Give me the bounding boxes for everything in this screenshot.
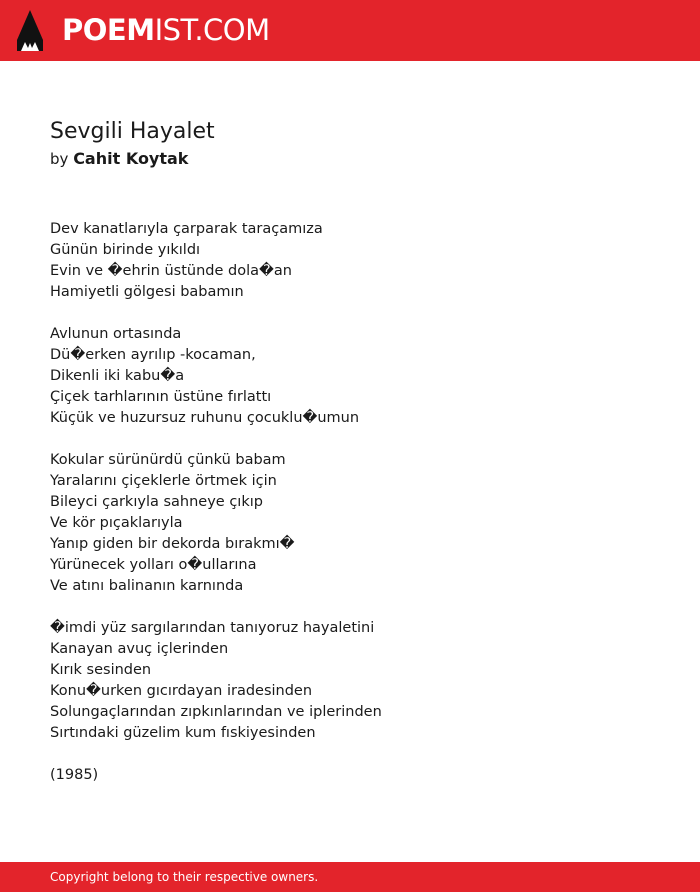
poem-line: Sırtındaki güzelim kum fıskiyesinden <box>50 725 316 741</box>
logo-light-text: IST.COM <box>154 13 270 47</box>
stanza <box>50 219 650 303</box>
poem-line: �imdi yüz sargılarından tanıyoruz hayaletini <box>50 620 375 636</box>
poem-line: Kırık sesinden <box>50 662 152 678</box>
stanza <box>50 618 650 744</box>
poem-line: Dev kanatlarıyla çarparak taraçamıza <box>50 221 323 237</box>
pencil-tip-icon <box>17 10 43 51</box>
poem-line: Solungaçlarından zıpkınlarından ve iplerinden <box>50 704 382 720</box>
poem-line: Dü�erken ayrılıp -kocaman, <box>50 347 256 363</box>
poem-line: Yanıp giden bir dekorda bırakmı� <box>50 536 295 552</box>
poem-line: Yürünecek yolları o�ullarına <box>50 557 257 573</box>
logo-bold-text: POEM <box>62 13 155 47</box>
stanza <box>50 324 650 429</box>
poem-line: Günün birinde yıkıldı <box>50 242 201 258</box>
poem-line: Kokular sürünürdü çünkü babam <box>50 452 286 468</box>
poem-line: Avlunun ortasında <box>50 326 182 342</box>
poem-line: Çiçek tarhlarının üstüne fırlattı <box>50 389 272 405</box>
poem-line: Ve kör pıçaklarıyla <box>50 515 183 531</box>
author-name[interactable]: Cahit Koytak <box>73 149 189 168</box>
logo-text <box>62 13 270 47</box>
poem-line: Ve atını balinanın karnında <box>50 578 244 594</box>
footer-bar <box>0 862 700 892</box>
top-bar <box>0 0 700 61</box>
poem-line: Küçük ve huzursuz ruhunu çocuklu�umun <box>50 410 360 426</box>
poem-date: (1985) <box>50 767 99 783</box>
poem-line: Kanayan avuç içlerinden <box>50 641 229 657</box>
stanza <box>50 450 650 597</box>
by-label: by <box>50 150 69 168</box>
site-logo-link[interactable] <box>17 10 270 51</box>
byline <box>50 149 188 169</box>
poem-line: Konu�urken gıcırdayan iradesinden <box>50 683 313 699</box>
poem-line: Hamiyetli gölgesi babamın <box>50 284 244 300</box>
poem-title: Sevgili Hayalet <box>50 119 215 144</box>
poem-line: Bileyci çarkıyla sahneye çıkıp <box>50 494 263 510</box>
poem-line: Dikenli iki kabu�a <box>50 368 185 384</box>
poem-line: Evin ve �ehrin üstünde dola�an <box>50 263 292 279</box>
poem-body <box>50 219 650 786</box>
copyright-text: Copyright belong to their respective owners. <box>50 870 319 884</box>
poem-line: Yaralarını çiçeklerle örtmek için <box>50 473 277 489</box>
